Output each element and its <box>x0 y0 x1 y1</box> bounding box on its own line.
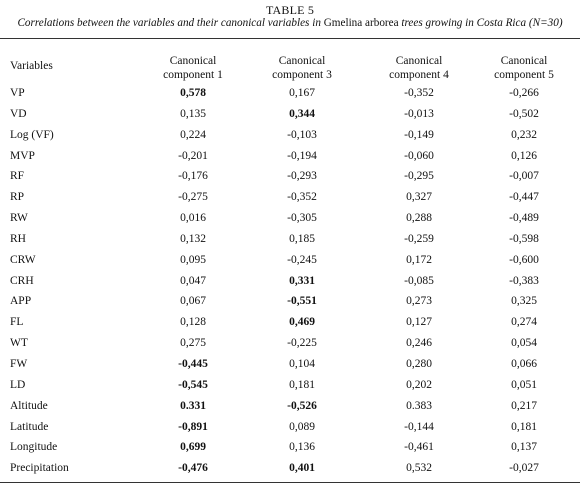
table-row <box>0 85 580 106</box>
header-component-4-line1: Canonical <box>395 55 443 67</box>
cell-component-5: -0,383 <box>509 274 539 287</box>
cell-variable: FW <box>10 357 28 370</box>
top-rule <box>0 38 580 39</box>
table-row <box>0 273 580 294</box>
table-row <box>0 398 580 419</box>
cell-component-1: -0,891 <box>178 420 208 433</box>
cell-component-5: -0,489 <box>509 212 539 225</box>
cell-component-5: 0,325 <box>511 295 537 308</box>
header-component-1 <box>153 55 233 82</box>
cell-component-4: 0,273 <box>406 295 432 308</box>
cell-component-3: -0,526 <box>287 399 317 412</box>
cell-component-1: -0,445 <box>178 357 208 370</box>
header-component-3-line1: Canonical <box>278 55 326 67</box>
cell-component-5: 0,137 <box>511 441 537 454</box>
table-caption <box>0 17 580 29</box>
table-row <box>0 168 580 189</box>
header-variables: Variables <box>10 60 53 72</box>
cell-variable: RP <box>10 191 25 204</box>
cell-variable: RF <box>10 170 25 183</box>
cell-component-4: -0,295 <box>404 170 434 183</box>
cell-component-3: 0,401 <box>289 462 315 475</box>
cell-component-5: 0,126 <box>511 149 537 162</box>
cell-variable: RW <box>10 212 28 225</box>
cell-component-1: 0,224 <box>180 128 206 141</box>
table-row <box>0 231 580 252</box>
header-component-4 <box>379 55 459 82</box>
cell-component-3: 0,089 <box>289 420 315 433</box>
cell-component-1: 0,128 <box>180 316 206 329</box>
cell-component-3: 0,469 <box>289 316 315 329</box>
table-row <box>0 314 580 335</box>
cell-component-4: -0,085 <box>404 274 434 287</box>
cell-variable: Altitude <box>10 399 48 412</box>
cell-component-3: 0,104 <box>289 357 315 370</box>
cell-component-1: -0,176 <box>178 170 208 183</box>
table-row <box>0 127 580 148</box>
cell-component-5: -0,027 <box>509 462 539 475</box>
table-row <box>0 148 580 169</box>
cell-component-1: 0,016 <box>180 212 206 225</box>
cell-component-4: -0,149 <box>404 128 434 141</box>
cell-component-5: -0,502 <box>509 107 539 120</box>
cell-component-4: 0,532 <box>406 462 432 475</box>
cell-variable: MVP <box>10 149 35 162</box>
table-row <box>0 377 580 398</box>
cell-component-3: -0,245 <box>287 253 317 266</box>
cell-component-5: 0,181 <box>511 420 537 433</box>
cell-component-5: -0,266 <box>509 87 539 99</box>
cell-component-4: 0,202 <box>406 378 432 391</box>
cell-component-3: -0,103 <box>287 128 317 141</box>
cell-component-5: 0,217 <box>511 399 537 412</box>
caption-text-before: Correlations between the variables and their canonical variables in <box>17 17 324 29</box>
cell-variable: Longitude <box>10 441 58 454</box>
cell-variable: RH <box>10 232 26 245</box>
cell-component-3: -0,551 <box>287 295 317 308</box>
cell-component-4: 0,280 <box>406 357 432 370</box>
bottom-rule <box>0 482 580 483</box>
table-row <box>0 356 580 377</box>
cell-component-4: -0,352 <box>404 87 434 99</box>
cell-component-5: -0,598 <box>509 232 539 245</box>
cell-component-5: 0,274 <box>511 316 537 329</box>
header-component-4-line2: component 4 <box>389 68 449 81</box>
cell-component-5: 0,232 <box>511 128 537 141</box>
header-component-5-line2: component 5 <box>494 68 554 81</box>
header-component-1-line2: component 1 <box>163 68 223 81</box>
caption-text-after: trees growing in Costa Rica (N=30) <box>398 17 563 29</box>
cell-component-1: -0,476 <box>178 462 208 475</box>
cell-component-4: -0,144 <box>404 420 434 433</box>
cell-variable: CRH <box>10 274 34 287</box>
cell-component-4: 0,172 <box>406 253 432 266</box>
cell-variable: WT <box>10 337 28 350</box>
cell-component-1: 0.331 <box>180 399 206 412</box>
cell-component-3: 0,344 <box>289 107 315 120</box>
cell-component-1: -0,201 <box>178 149 208 162</box>
cell-component-1: 0,132 <box>180 232 206 245</box>
cell-component-5: -0,007 <box>509 170 539 183</box>
cell-component-4: -0,060 <box>404 149 434 162</box>
cell-component-1: 0,699 <box>180 441 206 454</box>
cell-component-4: 0.383 <box>406 399 432 412</box>
cell-component-3: 0,185 <box>289 232 315 245</box>
cell-component-3: -0,352 <box>287 191 317 204</box>
table-label: TABLE 5 <box>265 3 315 17</box>
table-row <box>0 439 580 460</box>
cell-component-3: -0,305 <box>287 212 317 225</box>
header-component-5 <box>484 55 564 82</box>
table-row <box>0 189 580 210</box>
cell-component-1: 0,047 <box>180 274 206 287</box>
cell-component-5: 0,066 <box>511 357 537 370</box>
header-component-1-line1: Canonical <box>169 55 217 67</box>
caption-species: Gmelina arborea <box>323 17 399 29</box>
cell-component-1: -0,545 <box>178 378 208 391</box>
header-component-3-line2: component 3 <box>272 68 332 81</box>
cell-component-5: 0,051 <box>511 378 537 391</box>
table-row <box>0 460 580 481</box>
cell-variable: Latitude <box>10 420 49 433</box>
cell-component-3: -0,293 <box>287 170 317 183</box>
cell-component-5: -0,600 <box>509 253 539 266</box>
cell-variable: VP <box>10 87 25 99</box>
cell-component-1: 0,135 <box>180 107 206 120</box>
cell-variable: APP <box>10 295 32 308</box>
cell-component-4: 0,327 <box>406 191 432 204</box>
cell-variable: LD <box>10 378 26 391</box>
cell-variable: VD <box>10 107 27 120</box>
table-row <box>0 335 580 356</box>
cell-component-4: -0,461 <box>404 441 434 454</box>
cell-variable: CRW <box>10 253 36 266</box>
header-component-3 <box>262 55 342 82</box>
cell-component-4: 0,127 <box>406 316 432 329</box>
table-body <box>0 85 580 481</box>
header-component-5-line1: Canonical <box>500 55 548 67</box>
table-row <box>0 252 580 273</box>
cell-component-1: 0,095 <box>180 253 206 266</box>
cell-component-4: -0,013 <box>404 107 434 120</box>
cell-component-1: 0,067 <box>180 295 206 308</box>
cell-component-1: 0,275 <box>180 337 206 350</box>
cell-component-3: -0,225 <box>287 337 317 350</box>
cell-component-1: 0,578 <box>180 87 206 99</box>
cell-variable: Precipitation <box>10 462 69 475</box>
table-row <box>0 293 580 314</box>
cell-component-4: 0,246 <box>406 337 432 350</box>
cell-component-4: 0,288 <box>406 212 432 225</box>
table-row <box>0 210 580 231</box>
cell-component-3: 0,136 <box>289 441 315 454</box>
cell-variable: FL <box>10 316 24 329</box>
cell-component-3: 0,181 <box>289 378 315 391</box>
table-row <box>0 106 580 127</box>
cell-component-3: -0,194 <box>287 149 317 162</box>
cell-component-5: 0,054 <box>511 337 537 350</box>
cell-variable: Log (VF) <box>10 128 54 141</box>
cell-component-4: -0,259 <box>404 232 434 245</box>
table-row <box>0 419 580 440</box>
cell-component-3: 0,331 <box>289 274 315 287</box>
cell-component-3: 0,167 <box>289 87 315 99</box>
cell-component-5: -0,447 <box>509 191 539 204</box>
cell-component-1: -0,275 <box>178 191 208 204</box>
